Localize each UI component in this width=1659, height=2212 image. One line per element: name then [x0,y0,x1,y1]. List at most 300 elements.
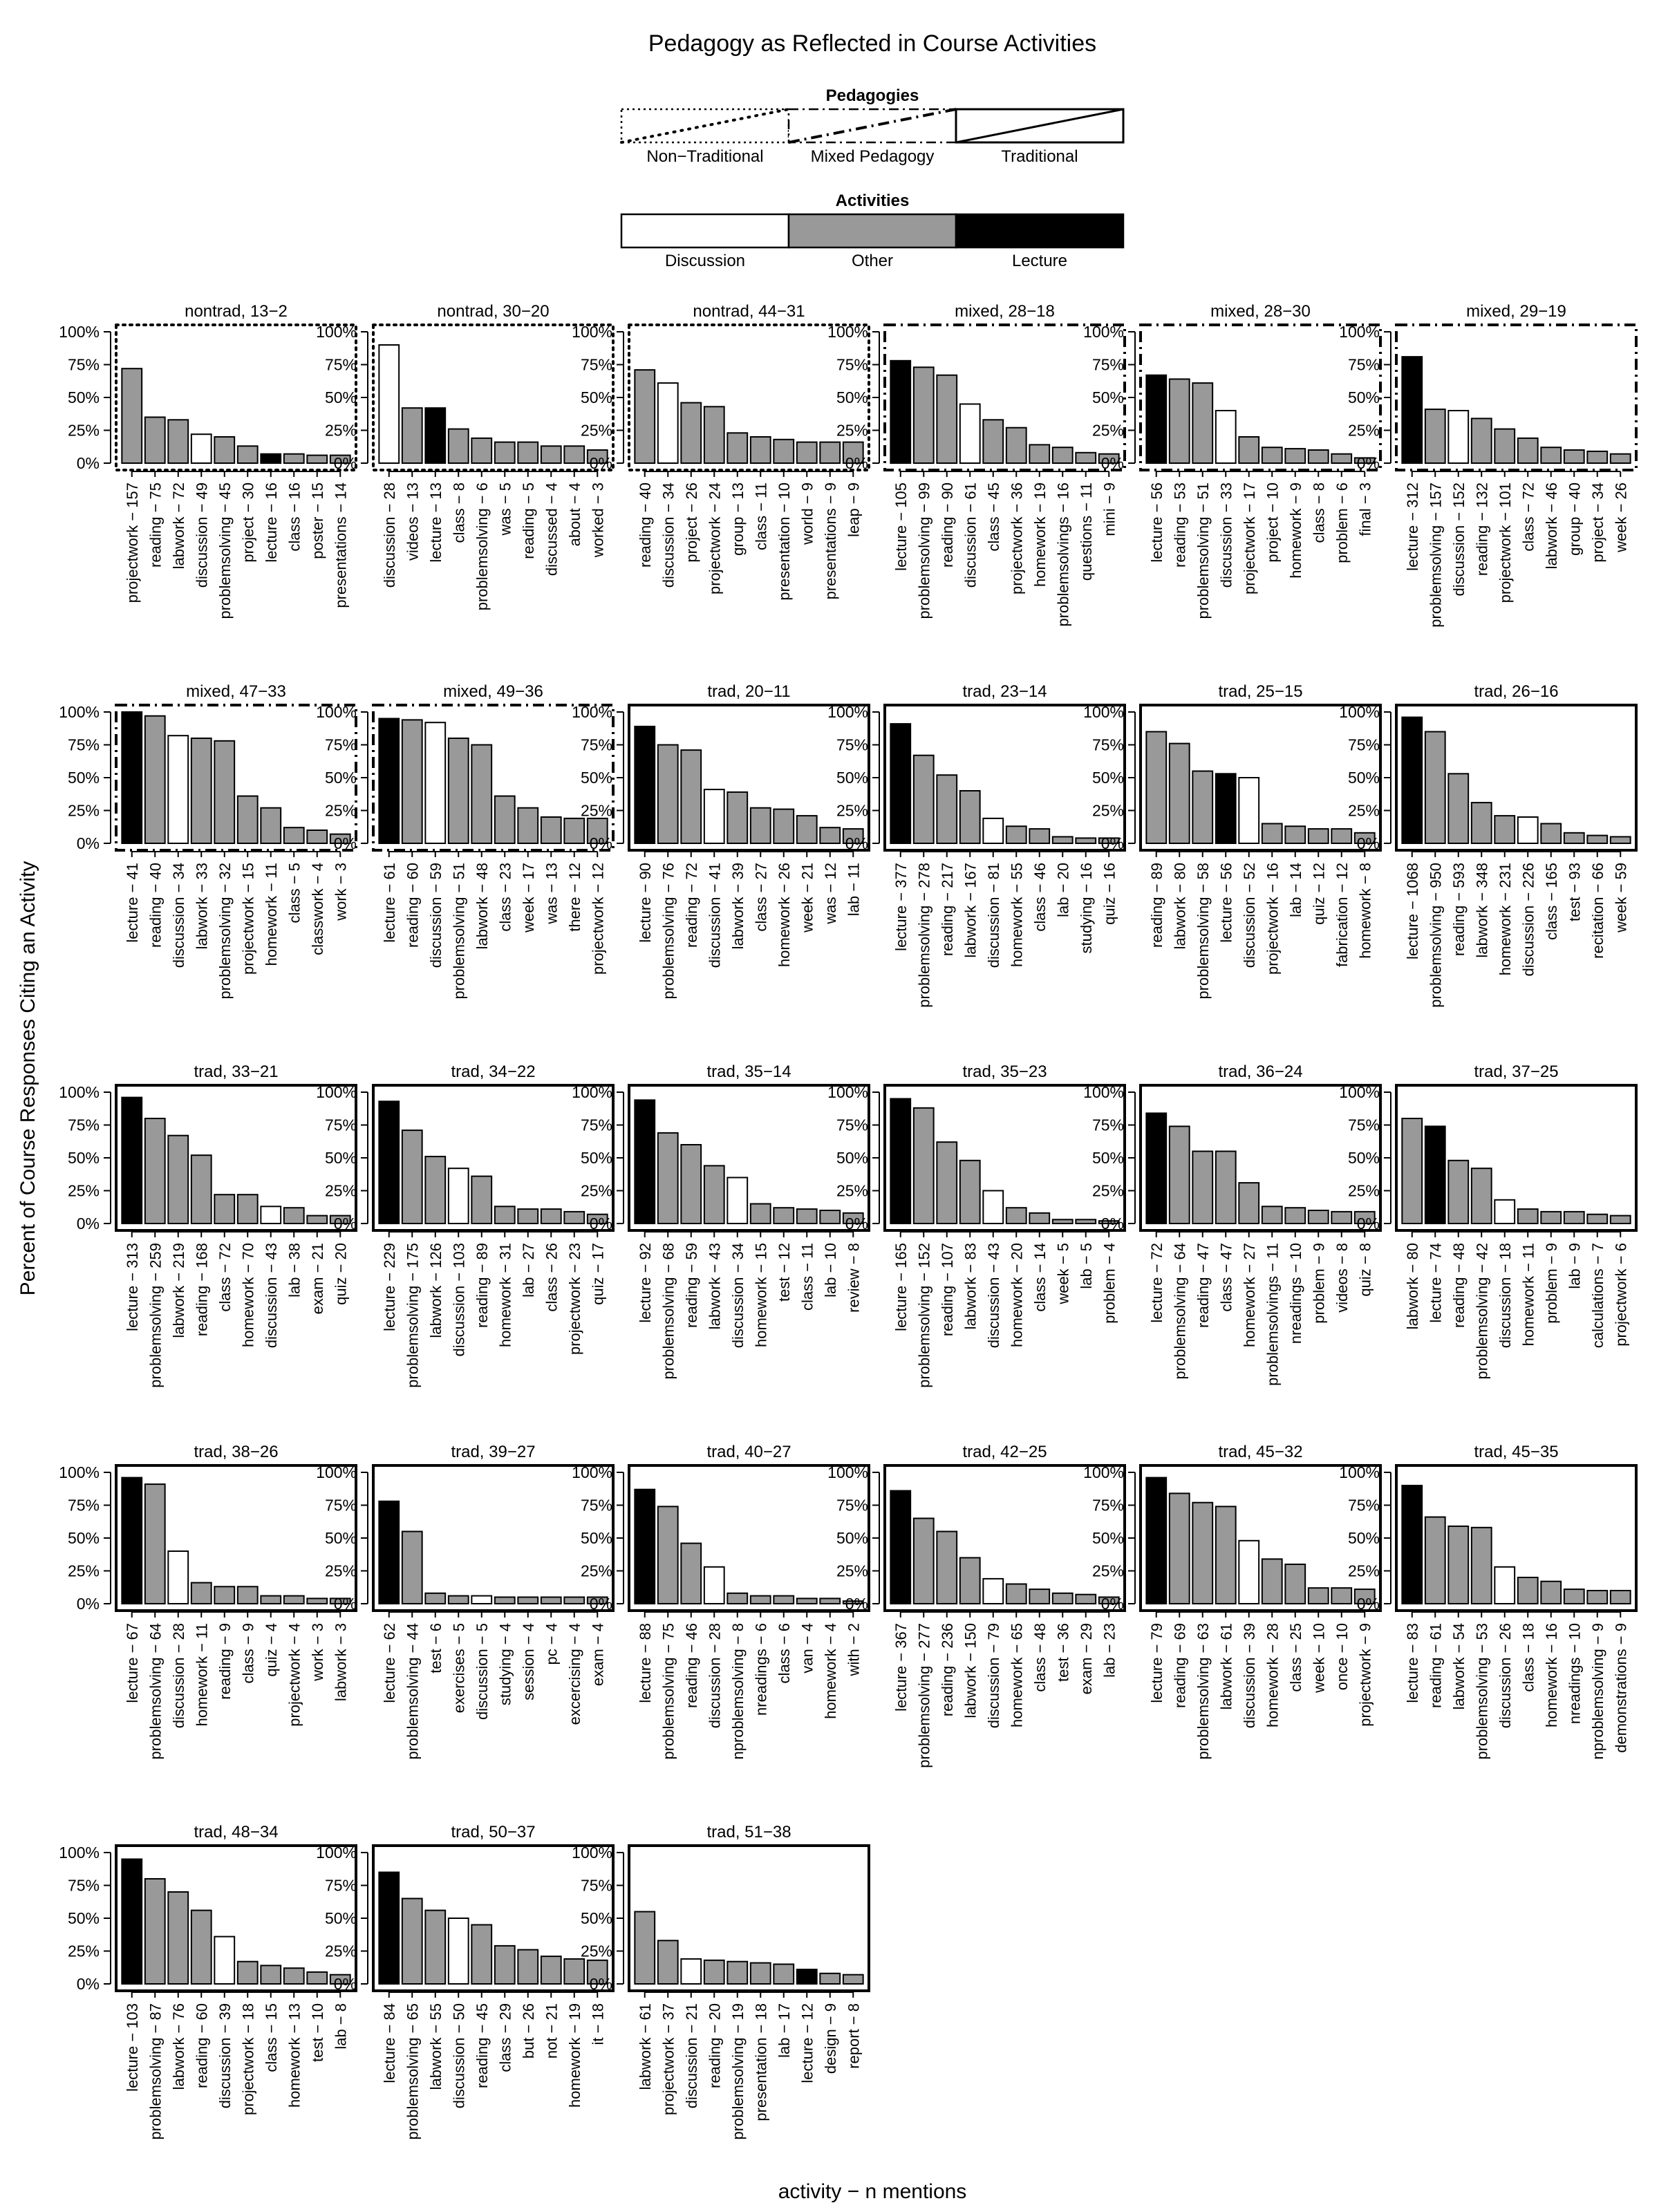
bar-label: discussion − 152 [1450,482,1468,597]
bar-label: discussion − 49 [193,482,211,588]
bar [1587,1215,1607,1224]
bar [843,1975,863,1984]
bar [261,808,281,843]
activity-legend [621,191,1123,270]
bar-label: problemsolving − 157 [1427,482,1445,628]
bar [1216,774,1236,843]
panel [1083,682,1380,1000]
bar [1309,1210,1329,1224]
bar [751,437,771,463]
bar [191,1155,212,1224]
bar [541,446,561,463]
bar-label: quiz − 16 [1100,863,1118,925]
panel [572,302,869,601]
panel-title: trad, 45−35 [1474,1443,1559,1461]
bar-label: reading − 47 [1194,1243,1212,1328]
bar [727,1178,747,1224]
y-tick-label: 50% [67,388,100,406]
bar [1170,1493,1190,1604]
bar-label: but − 26 [519,2003,537,2059]
bar [1076,838,1096,843]
bar-label: class − 23 [496,863,514,932]
bar-label: lecture − 83 [1403,1623,1421,1703]
panel-title: trad, 48−34 [194,1823,279,1841]
bar [681,403,701,463]
bar [284,1968,304,1984]
panel [1339,1443,1636,1760]
bar-label: projectwork − 12 [589,863,607,975]
bar-label: design − 9 [821,2003,839,2074]
y-tick-label: 75% [580,735,612,754]
bar [960,791,980,843]
bar-label: labwork − 150 [962,1623,980,1718]
bar [1006,428,1027,463]
y-tick-label: 100% [827,323,868,341]
bar [820,1974,840,1984]
bar [774,1965,794,1985]
y-tick-label: 100% [59,1844,100,1862]
bar-label: quiz − 12 [1310,863,1328,925]
bar [1587,836,1607,843]
bar-label: labwork − 219 [169,1243,187,1338]
bar-label: exam − 4 [589,1623,607,1687]
bar-label: quiz − 17 [589,1243,607,1305]
bar [1262,1559,1282,1604]
bar-label: lecture − 56 [1147,482,1165,563]
bar [658,745,678,844]
legend-label-lecture: Lecture [1011,252,1068,270]
y-tick-label: 0% [1356,1215,1380,1232]
bar-label: review − 8 [845,1243,863,1313]
bar-label: problem − 4 [1100,1243,1118,1324]
bar-label: week − 21 [798,863,816,932]
y-tick-label: 50% [1091,1529,1124,1547]
bar [727,1962,747,1984]
panel-title: trad, 50−37 [451,1823,536,1841]
bar [122,1098,142,1224]
bar [214,741,234,843]
bar-label: discussion − 41 [706,863,724,968]
bar [635,1490,655,1604]
bar [564,1959,584,1984]
bar-label: week − 5 [1054,1243,1072,1304]
x-axis-label: activity − n mentions [778,2180,967,2203]
bar-label: classwork − 4 [308,863,326,955]
y-tick-label: 25% [580,1181,612,1200]
bar-label: calculations − 7 [1588,1243,1606,1349]
y-tick-label: 75% [324,1116,357,1134]
bar [1170,1126,1190,1224]
bar-label: lab − 8 [332,2003,350,2050]
bar [1425,1126,1445,1224]
bar-label: nproblemsolving − 8 [729,1623,747,1760]
y-tick-label: 100% [1339,1083,1380,1101]
bar [238,1962,258,1984]
bar-label: class − 14 [1031,1243,1049,1312]
bar-label: labwork − 61 [1217,1623,1235,1710]
bar [774,440,794,463]
y-tick-label: 75% [1347,1496,1380,1515]
bar [960,1161,980,1224]
bar-label: class − 11 [798,1243,816,1311]
bar-label: labwork − 72 [169,482,187,570]
y-tick-label: 100% [316,703,357,721]
bar [1472,1168,1492,1224]
bar-label: homework − 55 [1008,863,1026,968]
bar [379,1873,399,1985]
bar-label: fabrication − 12 [1333,863,1351,968]
bar [402,1130,422,1224]
legend-label-other: Other [851,252,894,270]
bar [960,1558,980,1604]
bar-label: there − 12 [565,863,583,932]
bar-label: session − 4 [519,1623,537,1700]
y-tick-label: 100% [1083,323,1124,341]
panel [59,1443,356,1760]
bar [937,1532,957,1604]
bar [425,408,445,463]
bar-label: projectwork − 15 [239,863,257,975]
bar-label: problemsolving − 68 [659,1243,677,1380]
panel [59,682,356,1000]
bar-label: project − 34 [1588,482,1606,563]
y-tick-label: 0% [1100,834,1124,852]
bar [1472,418,1492,463]
y-tick-label: 100% [1339,323,1380,341]
bar-label: homework − 31 [496,1243,514,1348]
bar [1029,1589,1049,1604]
bar-label: nreadings − 10 [1566,1623,1584,1725]
bar-label: problemsolving − 175 [404,1243,422,1388]
bar [425,1593,445,1604]
bar-label: discussion − 43 [984,1243,1002,1349]
bar-label: class − 29 [496,2003,514,2072]
bar-label: lab − 14 [1286,863,1304,917]
bar [168,1136,188,1224]
bar [1053,1593,1073,1604]
bar [704,789,724,843]
y-tick-label: 0% [845,454,868,472]
bar-label: project − 30 [239,482,257,563]
y-tick-label: 50% [67,1909,100,1927]
bar [1309,829,1329,843]
bar [1564,450,1584,463]
bar-label: studying − 4 [496,1623,514,1706]
bar [495,796,515,843]
y-tick-label: 75% [836,355,868,374]
bar-label: problemsolving − 32 [216,863,234,1000]
panel [1083,302,1380,619]
panel [827,302,1125,627]
bar [797,816,817,843]
bar-label: lecture − 1068 [1403,863,1421,960]
bar-label: exam − 29 [1077,1623,1095,1695]
bar [564,446,584,463]
bar-label: reading − 168 [193,1243,211,1337]
bar-label: lecture − 377 [892,863,910,951]
bar [402,1899,422,1985]
panel-title: trad, 35−23 [962,1062,1047,1081]
y-tick-label: 100% [827,703,868,721]
y-tick-label: 75% [580,1876,612,1895]
y-axis-label: Percent of Course Responses Citing an Activity [17,861,39,1296]
y-tick-label: 0% [333,1595,357,1613]
bar [1541,1212,1561,1224]
bar-label: recitation − 66 [1588,863,1606,959]
bar-label: world − 9 [798,482,816,545]
bar [449,1168,469,1224]
bar [168,1551,188,1604]
bar-label: labwork − 46 [1542,482,1560,570]
bar-label: lecture − 67 [123,1623,141,1703]
bar-label: was − 12 [821,863,839,924]
bar-label: problemsolving − 99 [915,482,933,619]
panel [1083,1443,1380,1760]
bar-label: homework − 28 [1264,1623,1282,1728]
bar [1216,1152,1236,1224]
bar [122,712,142,843]
bar-label: class − 16 [285,482,303,552]
bar [261,454,281,463]
bar [191,434,212,463]
y-tick-label: 25% [836,1181,868,1200]
bar [914,756,934,843]
panel [59,1062,356,1388]
chart-title: Pedagogy as Reflected in Course Activities [648,30,1097,57]
bar [1541,447,1561,463]
bar [890,1099,910,1224]
bar-label: week − 26 [1612,482,1630,552]
bar-label: homework − 13 [285,2003,303,2108]
bar [238,1586,258,1604]
bar [1192,1152,1212,1224]
y-tick-label: 100% [316,1844,357,1862]
bar [379,345,399,463]
y-tick-label: 75% [324,355,357,374]
bar-label: project − 10 [1264,482,1282,563]
bar-label: class − 11 [752,482,770,551]
bar-label: projectwork − 17 [1240,482,1258,595]
y-tick-label: 75% [580,1496,612,1515]
legend-swatch-discussion [621,214,789,247]
bar [1053,447,1073,463]
bar-label: reading − 132 [1473,482,1491,577]
bar-label: test − 10 [308,2003,326,2063]
panel-title: mixed, 47−33 [186,682,286,701]
bar-label: problemsolving − 58 [1194,863,1212,1000]
bar-label: about − 4 [565,482,583,547]
y-tick-label: 100% [1083,1463,1124,1481]
bar [1402,1118,1422,1224]
bar [518,1209,538,1224]
bar-label: week − 10 [1310,1623,1328,1693]
bar-label: projectwork − 101 [1496,482,1514,603]
bar-label: discussion − 28 [169,1623,187,1729]
y-tick-label: 25% [1091,801,1124,820]
bar [820,1598,840,1604]
bar [774,1208,794,1224]
y-tick-label: 75% [324,1876,357,1895]
bar-label: lecture − 312 [1403,482,1421,571]
bar [1331,454,1351,463]
bar-label: problemsolving − 87 [147,2003,165,2140]
bar [145,1879,165,1984]
y-tick-label: 50% [836,1149,868,1167]
bar [1309,1588,1329,1604]
bar [564,818,584,843]
bar-label: lecture − 367 [892,1623,910,1712]
bar-label: labwork − 80 [1403,1243,1421,1330]
bar [1425,1517,1445,1604]
bar-label: homework − 26 [775,863,793,968]
bar [774,809,794,843]
bar [890,361,910,463]
bar-label: discussion − 61 [962,482,980,588]
bar [704,1960,724,1984]
panel-title: trad, 38−26 [194,1443,279,1461]
bar-label: reading − 90 [938,482,956,568]
panel-title: trad, 34−22 [451,1062,536,1081]
bar [1216,411,1236,463]
panel [572,1823,869,2140]
panel-title: mixed, 28−30 [1210,302,1311,321]
bar-label: poster − 15 [308,482,326,559]
bar-label: homework − 15 [752,1243,770,1348]
bar-label: work − 3 [332,863,350,921]
bar [145,716,165,843]
bar-label: reading − 40 [636,482,654,568]
bar-label: class − 47 [1217,1243,1235,1312]
bar-label: discussed − 4 [543,482,561,577]
bar [1331,1212,1351,1224]
bar [1611,1216,1631,1224]
bar [261,1965,281,1984]
bar-label: problemsolving − 6 [473,482,491,611]
bar [168,420,188,463]
y-tick-label: 50% [324,388,357,406]
bar [1425,409,1445,463]
bar-label: discussion − 50 [450,2003,468,2109]
y-tick-label: 100% [59,1083,100,1101]
bar-label: discussion − 28 [706,1623,724,1729]
bar [1472,1528,1492,1604]
bar [820,442,840,463]
bar-label: projectwork − 37 [659,2003,677,2116]
y-tick-label: 0% [333,1975,357,1993]
bar-label: nreadings − 6 [752,1623,770,1716]
y-tick-label: 100% [572,703,612,721]
y-tick-label: 0% [589,1595,612,1613]
bar [191,738,212,843]
bar [937,775,957,843]
y-tick-label: 25% [67,1562,100,1580]
bar-label: homework − 20 [1008,1243,1026,1348]
bar-label: lab − 5 [1077,1243,1095,1289]
panel-title: nontrad, 30−20 [437,302,550,321]
panel-title: trad, 51−38 [706,1823,791,1841]
bar-label: labwork − 83 [962,1243,980,1330]
panel-title: nontrad, 44−31 [693,302,805,321]
bar-label: lab − 17 [775,2003,793,2058]
y-tick-label: 75% [580,355,612,374]
bar [495,1206,515,1224]
y-tick-label: 100% [1083,703,1124,721]
bar-label: class − 8 [450,482,468,543]
bar [1448,1526,1468,1604]
bar-label: lecture − 103 [123,2003,141,2092]
bar-label: projectwork − 6 [1612,1243,1630,1347]
bar-label: lecture − 88 [636,1623,654,1703]
legend-swatch-lecture [956,214,1123,247]
bar-label: discussion − 39 [1240,1623,1258,1729]
bar [681,750,701,843]
bar-label: lecture − 61 [380,863,398,943]
bar-label: labwork − 48 [473,863,491,950]
bar-label: lecture − 92 [636,1243,654,1323]
bar [1564,1212,1584,1224]
bar [681,1544,701,1604]
bar [890,724,910,843]
y-tick-label: 75% [1347,1116,1380,1134]
bar [1192,383,1212,463]
bar-label: class − 6 [775,1623,793,1684]
y-tick-label: 50% [1347,769,1380,787]
bar [1006,1208,1027,1224]
bar-label: problemsolving − 42 [1473,1243,1491,1380]
bar [1192,1503,1212,1604]
y-tick-label: 25% [67,1181,100,1200]
y-tick-label: 0% [845,1215,868,1232]
y-tick-label: 75% [1091,1116,1124,1134]
bar-label: lecture − 313 [123,1243,141,1331]
bar-label: homework − 231 [1496,863,1514,976]
bar [635,370,655,463]
y-tick-label: 100% [59,1463,100,1481]
bar [1285,1208,1305,1224]
bar [1448,774,1468,843]
panel [1339,302,1636,628]
bar-label: homework − 11 [262,863,280,966]
bar [1006,826,1027,843]
bar-label: group − 13 [729,482,747,556]
bar-label: lab − 23 [1100,1623,1118,1678]
y-tick-label: 25% [324,1562,357,1580]
bar-label: lecture − 56 [1217,863,1235,943]
bar [1076,453,1096,463]
bar [1611,837,1631,844]
panel [59,302,356,619]
y-tick-label: 100% [827,1463,868,1481]
y-tick-label: 75% [67,1496,100,1515]
bar-label: homework − 11 [193,1623,211,1727]
bar-label: projectwork − 16 [1264,863,1282,975]
y-tick-label: 75% [324,1496,357,1515]
bar [284,1208,304,1224]
bar [983,1191,1003,1224]
bar [658,1133,678,1224]
y-tick-label: 25% [1347,421,1380,440]
y-tick-label: 0% [1100,1595,1124,1613]
bar-label: class − 25 [1286,1623,1304,1692]
bar [145,418,165,464]
bar-label: reading − 40 [147,863,165,948]
bar-label: class − 18 [1519,1623,1537,1692]
y-tick-label: 0% [589,834,612,852]
bar-label: studying − 16 [1077,863,1095,954]
bar [1239,437,1259,463]
y-tick-label: 0% [589,1215,612,1232]
bar-label: it − 18 [589,2003,607,2045]
